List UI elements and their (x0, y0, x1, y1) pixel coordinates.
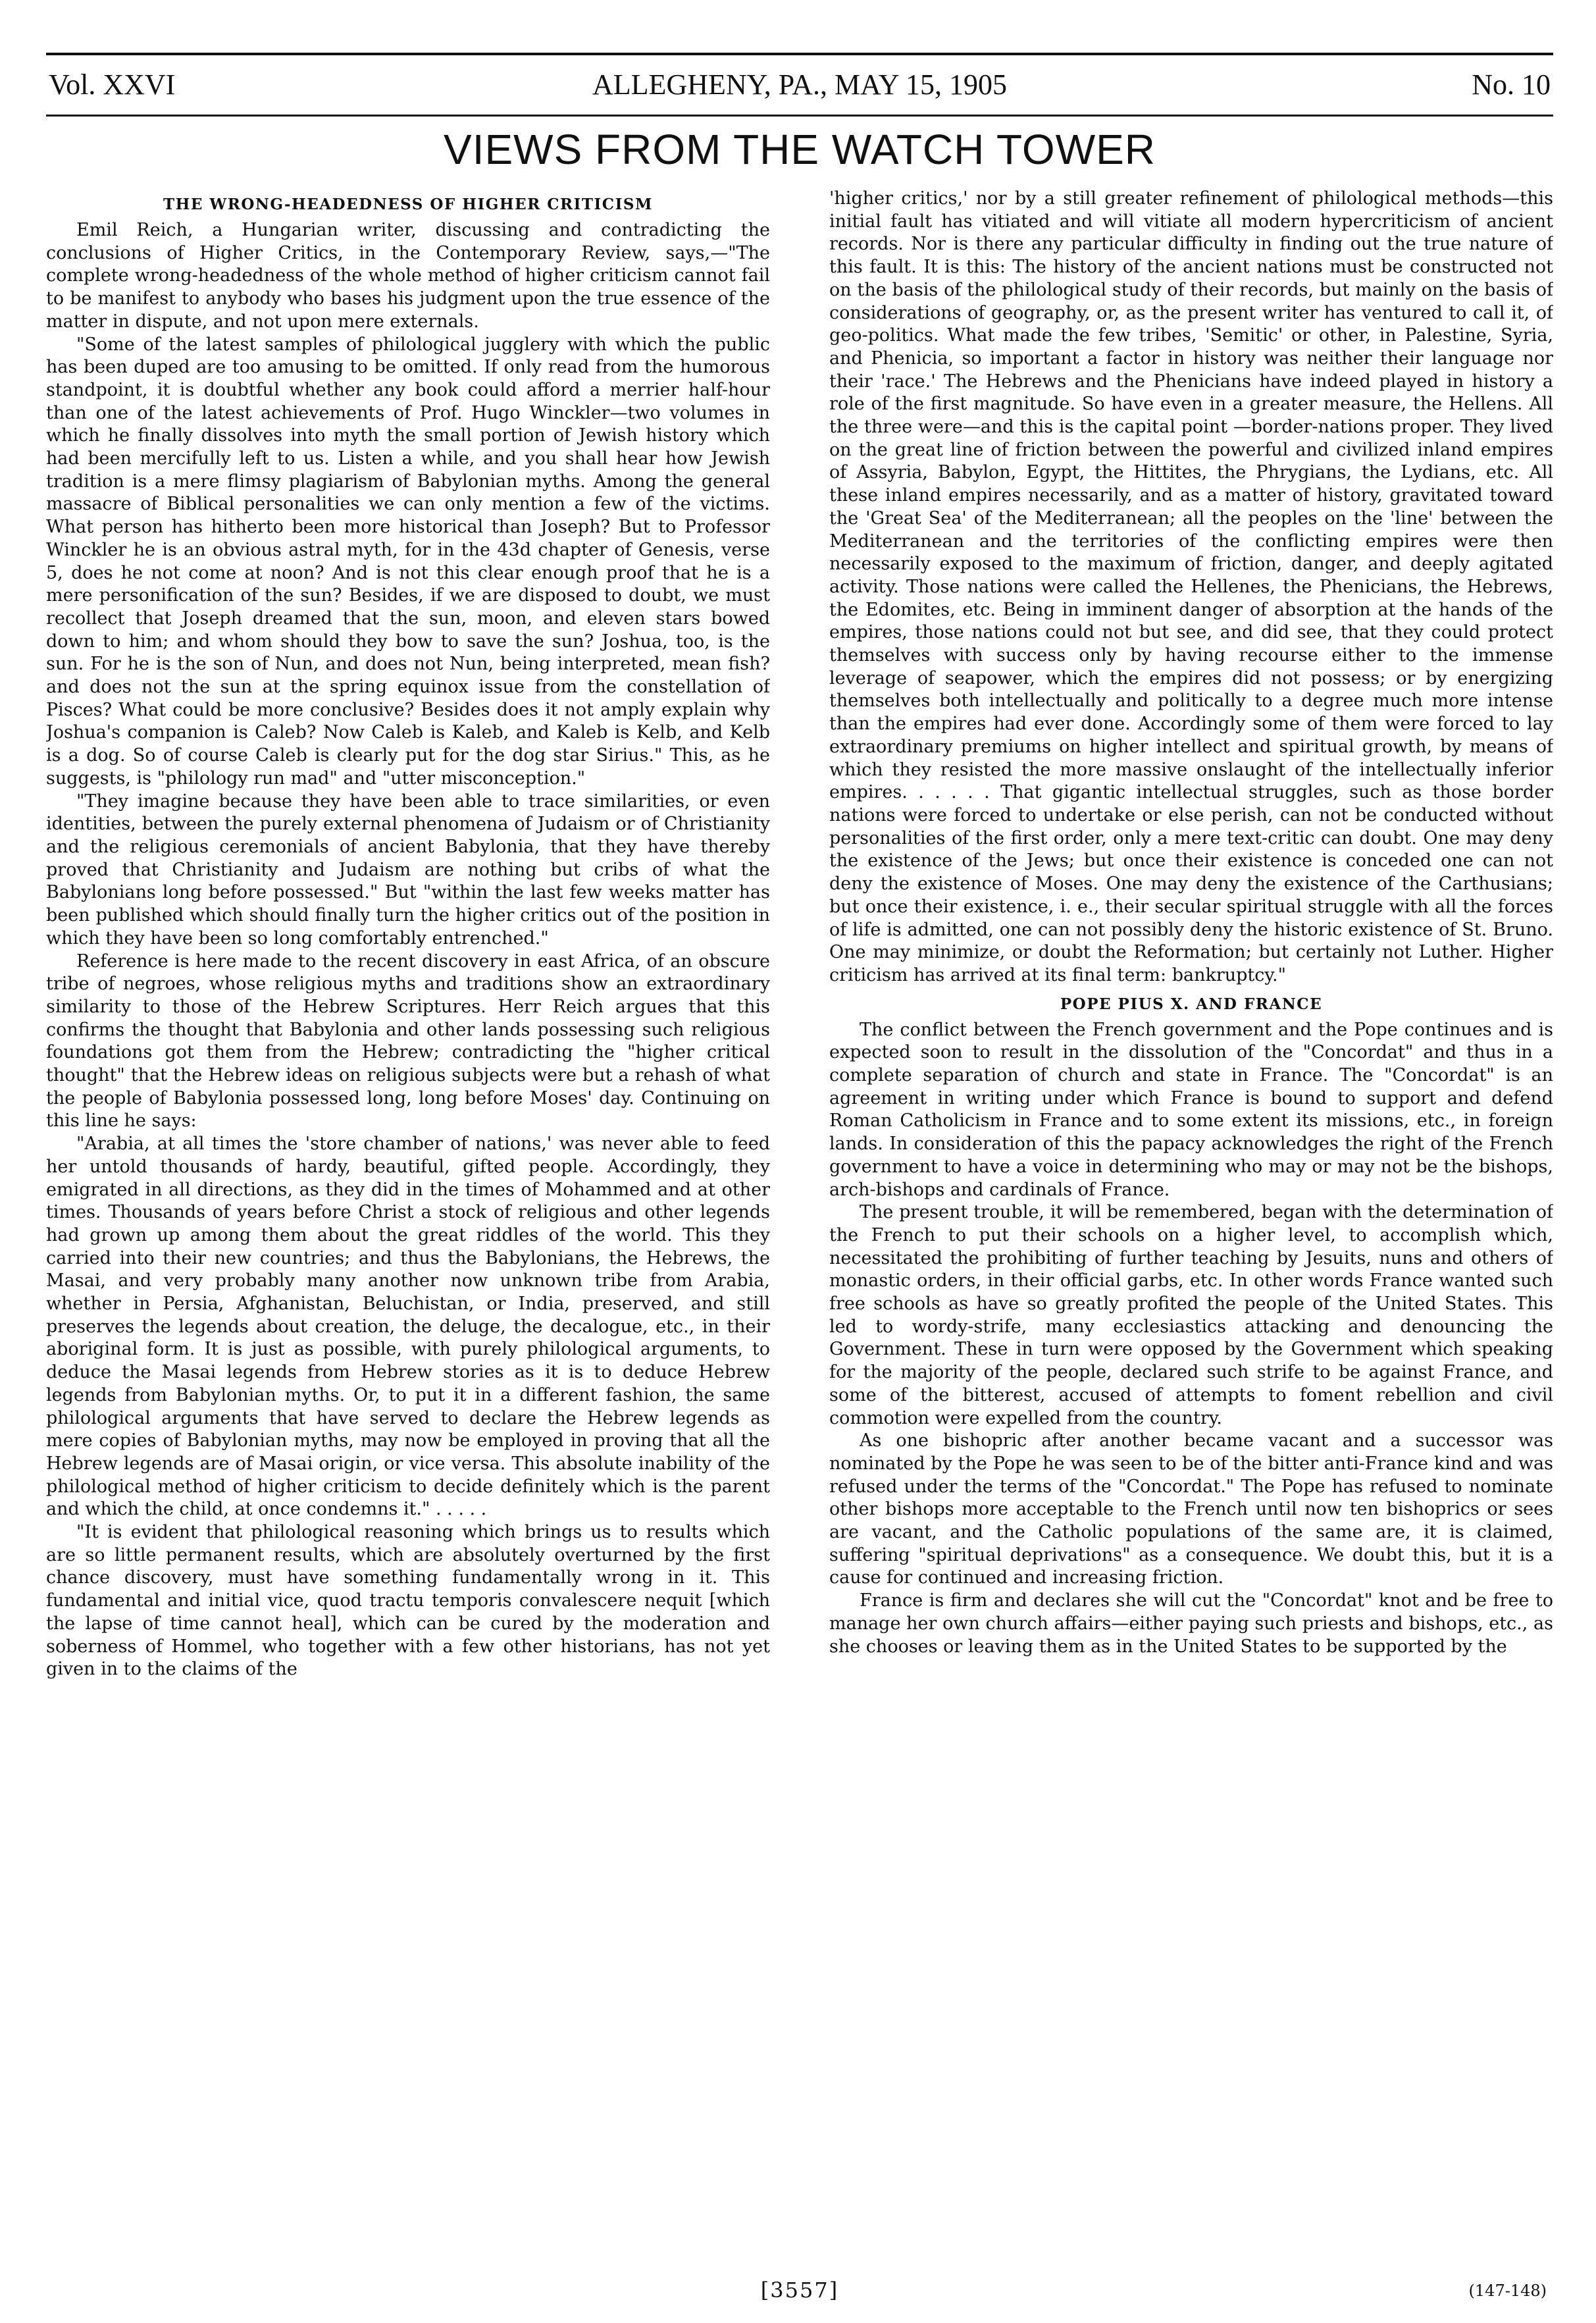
article-paragraph: Emil Reich, a Hungarian writer, discussing and contradicting the conclusions of Higher Critics, in the Contemporary Review, says,—"The complete wrong-headedness of the whole method of higher criticism cannot fail to be manifest to anybody who bases his judgment upon the true essence of the matter in dispute, and not upon mere externals. (46, 220, 770, 332)
volume-label: Vol. XXVI (49, 68, 176, 101)
article-paragraph: Reference is here made to the recent discovery in east Africa, of an obscure tribe of negroes, whose religious myths and traditions show an extraordinary similarity to those of the Hebrew Scriptures. Herr Reich argues that this confirms the thought that Babylonia and other lands possessing such religious foundations got them from the Hebrew; contradicting the "higher critical thought" that the Hebrew ideas on religious subjects were but a rehash of what the people of Babylonia possessed long, long before Moses' day. Continuing on this line he says: (46, 951, 770, 1132)
article-paragraph: "It is evident that philological reasoning which brings us to results which are so little permanent results, which are absolutely overturned by the first chance discovery, must have something fundamentally wrong in it. This fundamental and initial vice, quod tractu temporis convalescere nequit [which the lapse of time cannot heal], which can be cured by the moderation and soberness of Hommel, who together with a few other historians, has not yet given in to the claims of the (46, 1522, 770, 1680)
article-paragraph: "Arabia, at all times the 'store chamber of nations,' was never able to feed her untold thousands of hardy, beautiful, gifted people. Accordingly, they emigrated in all directions, as they did in the times of Mohammed and at other times. Thousands of years before Christ a stock of religious and other legends had grown up among them about the great riddles of the world. This they carried into their new countries; and thus the Babylonians, the Hebrews, the Masai, and very probably many another now unknown tribe from Arabia, whether in Persia, Afghanistan, Beluchistan, or India, preserved, and still preserves the legends about creation, the deluge, the decalogue, etc., in their aboriginal form. It is just as possible, with purely philological arguments, to deduce the Masai legends from Hebrew stories as it is to deduce Hebrew legends from Babylonian myths. Or, to put it in a different fashion, the same philological arguments that have served to declare the Hebrew legends as mere copies of Babylonian myths, may now be employed in proving that all the Hebrew legends are of Masai origin, or vice versa. This absolute inability of the philological method of higher criticism to decide definitely which is the parent and which the child, at once condemns it." . . . . . (46, 1134, 770, 1520)
article-paragraph-continued: 'higher critics,' nor by a still greater refinement of philological methods—this initial fault has vitiated and will vitiate all modern hypercriticism of ancient records. Nor is there any particular difficulty in finding out the true nature of this fault. It is this: The history of the ancient nations must be constructed not on the basis of the philological study of their records, but mainly on the basis of considerations of geography, or, as the present writer has ventured to call it, of geo-politics. What made the few tribes, 'Semitic' or other, in Palestine, Syria, and Phenicia, so important a factor in history was neither their language nor their 'race.' The Hebrews and the Phenicians have indeed played in history a role of the first magnitude. So have even in a greater measure, the Hellens. All the three were—and this is the capital point —border-nations proper. They lived on the great line of friction between the powerful and civilized inland empires of Assyria, Babylon, Egypt, the Hittites, the Phrygians, the Lydians, etc. All these inland empires necessarily, and as a matter of history, gravitated toward the 'Great Sea' of the Mediterranean; all the peoples on the 'line' between the Mediterranean and the territories of the conflicting empires were then necessarily exposed to the maximum of friction, danger, and deeply agitated activity. Those nations were called the Hellenes, the Phenicians, the Hebrews, the Edomites, etc. Being in imminent danger of absorption at the hands of the empires, those nations could not but see, and did see, that they could protect themselves with success only by having recourse either to the immense leverage of seapower, which the empires did not possess; or by energizing themselves both intellectually and politically to a degree much more intense than the empires had ever done. Accordingly some of them were forced to lay extraordinary premiums on higher intellect and spiritual growth, by means of which they resisted the more massive onslaught of the intellectually inferior empires. . . . . . That gigantic intellectual struggles, such as those border nations were forced to undertake or else perish, can not be conducted without personalities of the first order, only a mere text-critic can doubt. One may deny the existence of the Jews; but once their existence is conceded one can not deny the existence of Moses. One may deny the existence of the Carthusians; but once their existence, i. e., their secular spiritual struggle with all the forces of life is admitted, one can not possibly deny the historic existence of St. Bruno. One may minimize, or doubt the Reformation; but certainly not Luther. Higher criticism has arrived at its final term: bankruptcy." (829, 188, 1553, 985)
article-paragraph: "They imagine because they have been able to trace similarities, or even identities, between the purely external phenomena of Judaism or of Christianity and the religious ceremonials of ancient Babylonia, that they have thereby proved that Christianity and Judaism are nothing but cribs of what the Babylonians long before possessed." But "within the last few weeks matter has been published which should finally turn the higher critics out of the position in which they have been so long comfortably entrenched." (46, 791, 770, 949)
issue-code: (147-148) (1468, 2282, 1547, 2300)
article-heading-higher-criticism: THE WRONG-HEADEDNESS OF HIGHER CRITICISM (163, 196, 653, 213)
right-column (829, 188, 1553, 2195)
article-heading-pope-pius: POPE PIUS X. AND FRANCE (1060, 995, 1323, 1013)
article-paragraph: The conflict between the French government and the Pope continues and is expected soon to result in the dissolution of the "Concordat" and thus in a complete separation of church and state in France. The "Concordat" is an agreement in writing under which France is bound to support and defend Roman Catholicism in France and to some extent its missions, etc., in foreign lands. In consideration of this the papacy acknowledges the right of the French government to have a voice in determining who may or may not be the bishops, arch-bishops and cardinals of France. (829, 1019, 1553, 1200)
page-number: [3557] (760, 2278, 839, 2303)
page-title: VIEWS FROM THE WATCH TOWER (444, 126, 1156, 173)
article-paragraph: As one bishopric after another became vacant and a successor was nominated by the Pope he was seen to be of the bitter anti-France kind and was refused under the terms of the "Concordat." The Pope has refused to nominate other bishops more acceptable to the French until now ten bishoprics or sees are vacant, and the Catholic populations of the same are, it is claimed, suffering "spiritual deprivations" as a consequence. We doubt this, but it is a cause for continued and increasing friction. (829, 1430, 1553, 1588)
article-paragraph: France is firm and declares she will cut the "Concordat" knot and be free to manage her own church affairs—either paying such priests and bishops, etc., as she chooses or leaving them as in the United States to be supported by the (829, 1590, 1553, 1657)
left-column (46, 188, 770, 2195)
article-paragraph: "Some of the latest samples of philological jugglery with which the public has been duped are too amusing to be omitted. If only read from the humorous standpoint, it is doubtful whether any book could afford a merrier half-hour than one of the latest achievements of Prof. Hugo Winckler—two volumes in which he finally dissolves into myth the small portion of Jewish history which had been mercifully left to us. Listen a while, and you shall hear how Jewish tradition is a mere flimsy plagiarism of Babylonian myths. Among the general massacre of Biblical personalities we can only mention a few of the victims. What person has hitherto been more historical than Joseph? But to Professor Winckler he is an obvious astral myth, for in the 43d chapter of Genesis, verse 5, does he not come at noon? And is not this clear enough proof that he is a mere personification of the sun? Besides, if we are disposed to doubt, we must recollect that Joseph dreamed that the sun, moon, and eleven stars bowed down to him; and whom should they bow to save the sun? Joshua, too, is the sun. For he is the son of Nun, and does not Nun, being interpreted, mean fish? and does not the sun at the spring equinox issue from the constellation of Pisces? What could be more conclusive? Besides does it not amply explain why Joshua's companion is Caleb? Now Caleb is Kaleb, and Kaleb is Kelb, and Kelb is a dog. So of course Caleb is clearly put for the dog star Sirius." This, as he suggests, is "philology run mad" and "utter misconception." (46, 334, 770, 789)
place-date: ALLEGHENY, PA., MAY 15, 1905 (592, 68, 1007, 101)
masthead (46, 53, 1553, 117)
newspaper-page (46, 53, 1553, 2303)
article-paragraph: The present trouble, it will be remembered, began with the determination of the French to put their schools on a higher level, to accomplish which, necessitated the prohibiting of further teaching by Jesuits, nuns and others of monastic orders, in their official garbs, etc. In other words France wanted such free schools as have so greatly profited the people of the United States. This led to wordy-strife, many ecclesiastics attacking and denouncing the Government. These in turn were opposed by the Government which speaking for the majority of the people, declared such strife to be against France, and some of the bitterest, accused of attempts to foment rebellion and civil commotion were expelled from the country. (829, 1202, 1553, 1428)
issue-number: No. 10 (1472, 68, 1551, 101)
